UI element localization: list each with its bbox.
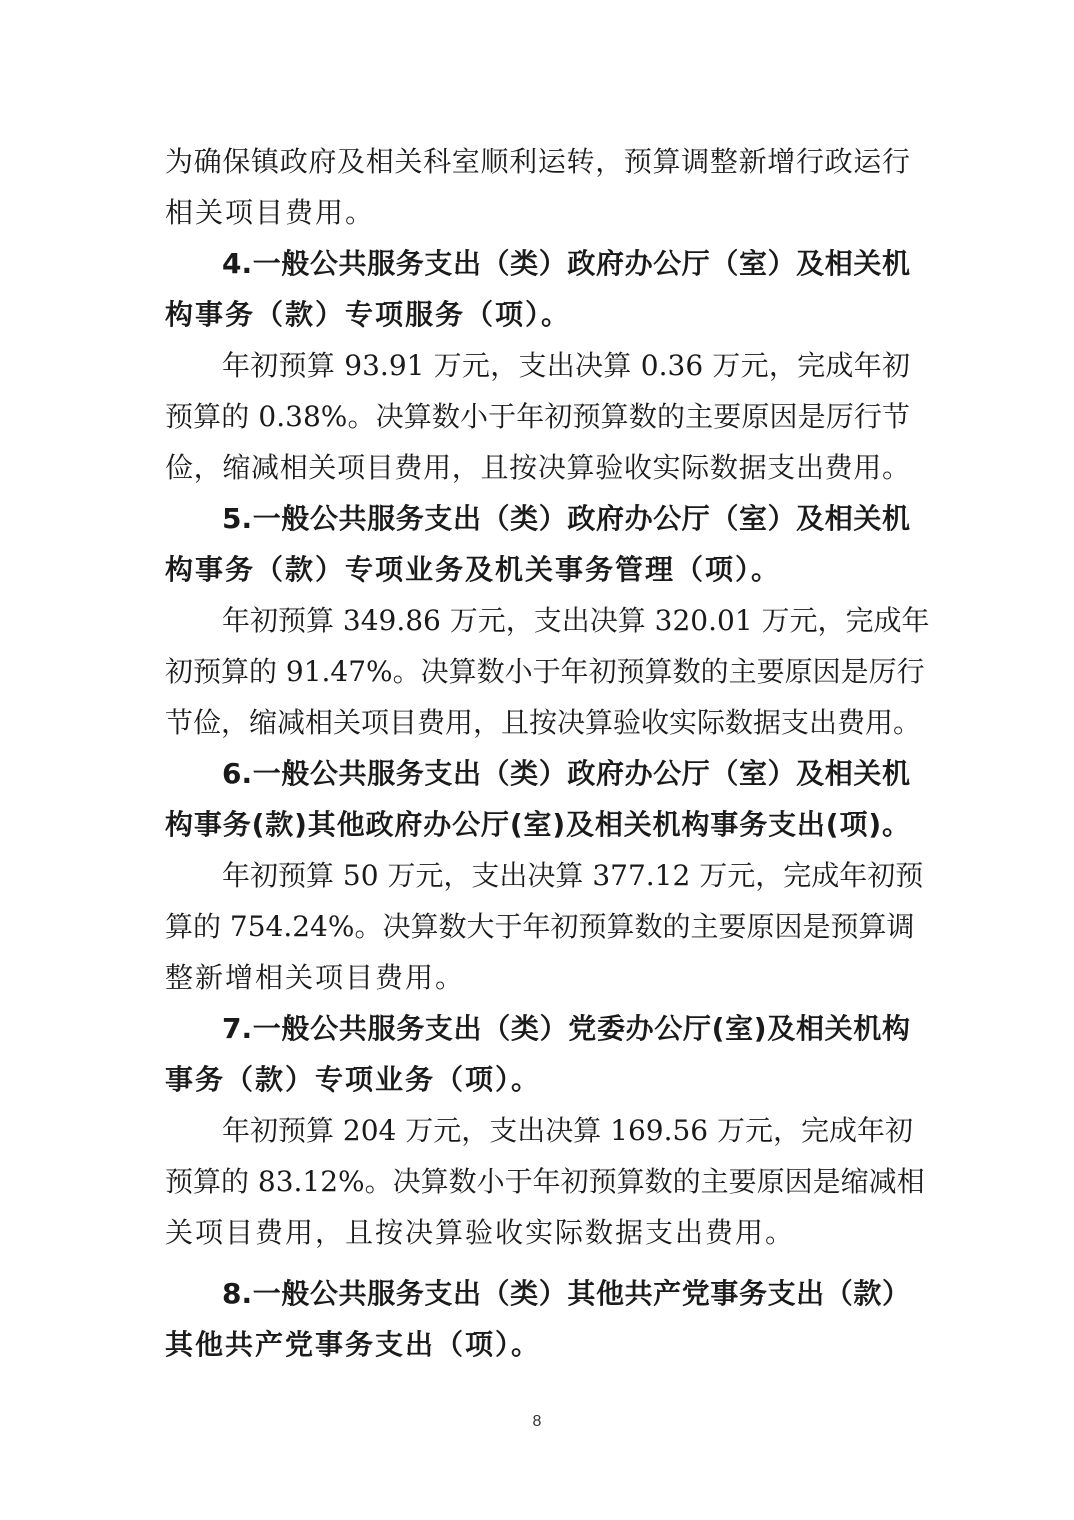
section-heading-line: 其他共产党事务支出（项）。 <box>165 1328 542 1361</box>
paragraph-line: 预算的 0.38%。决算数小于年初预算数的主要原因是厉行节 <box>165 400 910 433</box>
paragraph-line: 为确保镇政府及相关科室顺利运转，预算调整新增行政运行 <box>165 145 910 178</box>
section-heading-line: 构事务(款)其他政府办公厅(室)及相关机构事务支出(项)。 <box>165 808 910 841</box>
paragraph-line: 预算的 83.12%。决算数小于年初预算数的主要原因是缩减相 <box>165 1165 925 1198</box>
paragraph-line: 年初预算 349.86 万元，支出决算 320.01 万元，完成年 <box>222 604 930 637</box>
section-heading-line: 8.一般公共服务支出（类）其他共产党事务支出（款） <box>222 1277 910 1310</box>
section-heading-line: 5.一般公共服务支出（类）政府办公厅（室）及相关机 <box>222 502 910 535</box>
section-heading-line: 4.一般公共服务支出（类）政府办公厅（室）及相关机 <box>222 247 910 280</box>
section-heading-line: 构事务（款）专项业务及机关事务管理（项）。 <box>165 553 782 586</box>
paragraph-line: 整新增相关项目费用。 <box>165 961 466 994</box>
section-heading-line: 7.一般公共服务支出（类）党委办公厅(室)及相关机构 <box>222 1012 910 1045</box>
paragraph-line: 相关项目费用。 <box>165 196 376 229</box>
paragraph-line: 初预算的 91.47%。决算数小于年初预算数的主要原因是厉行 <box>165 655 925 688</box>
paragraph-line: 年初预算 204 万元，支出决算 169.56 万元，完成年初 <box>222 1114 914 1147</box>
paragraph-line: 节俭，缩减相关项目费用，且按决算验收实际数据支出费用。 <box>165 706 922 739</box>
section-heading-line: 6.一般公共服务支出（类）政府办公厅（室）及相关机 <box>222 757 910 790</box>
paragraph-line: 俭，缩减相关项目费用，且按决算验收实际数据支出费用。 <box>165 451 910 484</box>
page-number: 8 <box>532 1413 542 1430</box>
paragraph-line: 算的 754.24%。决算数大于年初预算数的主要原因是预算调 <box>165 910 915 943</box>
paragraph-line: 年初预算 50 万元，支出决算 377.12 万元，完成年初预 <box>222 859 924 892</box>
paragraph-line: 年初预算 93.91 万元，支出决算 0.36 万元，完成年初 <box>222 349 910 382</box>
paragraph-line: 关项目费用，且按决算验收实际数据支出费用。 <box>165 1216 796 1249</box>
section-heading-line: 事务（款）专项业务（项）。 <box>165 1063 542 1096</box>
section-heading-line: 构事务（款）专项服务（项）。 <box>165 298 572 331</box>
